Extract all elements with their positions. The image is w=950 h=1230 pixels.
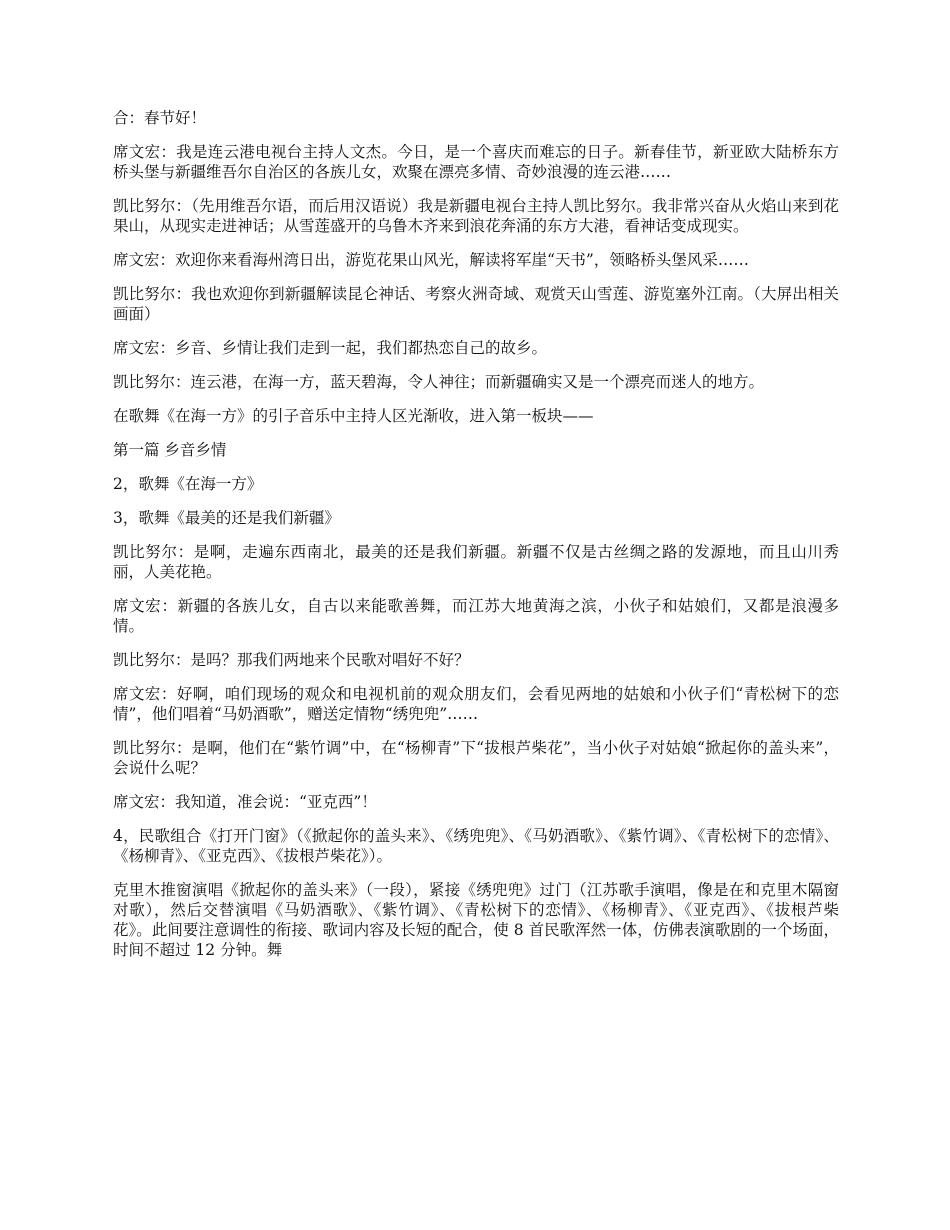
paragraph-xi-audience: 席文宏：好啊，咱们现场的观众和电视机前的观众朋友们，会看见两地的姑娘和小伙子们“青松树下的恋情”，他们唱着“马奶酒歌”，赠送定情物“绣兜兜”…… [113,685,839,723]
paragraph-kai-duet: 凯比努尔：是吗？那我们两地来个民歌对唱好不好？ [113,651,470,669]
paragraph-xi-welcome: 席文宏：欢迎你来看海州湾日出，游览花果山风光，解读将军崖“天书”，领略桥头堡风采…… [113,251,749,269]
paragraph-xi-hometown: 席文宏：乡音、乡情让我们走到一起，我们都热恋自己的故乡。 [113,339,548,357]
paragraph-greeting: 合：春节好！ [113,109,207,127]
program-item-2: 2，歌舞《在海一方》 [113,475,263,493]
document-page [113,108,839,974]
paragraph-xi-singing: 席文宏：新疆的各族儿女，自古以来能歌善舞，而江苏大地黄海之滨，小伙子和姑娘们，又都是浪漫多情。 [113,597,839,635]
paragraph-kai-question: 凯比努尔：是啊，他们在“紫竹调”中，在“杨柳青”下“拔根芦柴花”，当小伙子对姑娘“掀起你的盖头来”，会说什么呢？ [113,739,839,777]
paragraph-kai-welcome: 凯比努尔：我也欢迎你到新疆解读昆仑神话、考察火洲奇域、观赏天山雪莲、游览塞外江南。（大屏出相关画面） [113,285,839,323]
program-item-4: 4，民歌组合《打开门窗》（《掀起你的盖头来》、《绣兜兜》、《马奶酒歌》、《紫竹调》、《青松树下的恋情》、《杨柳青》、《亚克西》、《拔根芦柴花》）。 [113,827,839,865]
section-heading: 第一篇 乡音乡情 [113,441,227,459]
paragraph-transition: 在歌舞《在海一方》的引子音乐中主持人区光渐收，进入第一板块—— [113,407,594,425]
paragraph-xi-answer: 席文宏：我知道，准会说：“亚克西”！ [113,793,377,811]
paragraph-xi-intro: 席文宏：我是连云港电视台主持人文杰。今日，是一个喜庆而难忘的日子。新春佳节，新亚欧大陆桥东方桥头堡与新疆维吾尔自治区的各族儿女，欢聚在漂亮多情、奇妙浪漫的连云港…… [113,143,839,181]
paragraph-kai-intro: 凯比努尔：（先用维吾尔语，而后用汉语说）我是新疆电视台主持人凯比努尔。我非常兴奋从火焰山来到花果山，从现实走进神话；从雪莲盛开的乌鲁木齐来到浪花奔涌的东方大港，看神话变成现实。 [113,197,839,235]
paragraph-performance-notes: 克里木推窗演唱《掀起你的盖头来》（一段），紧接《绣兜兜》过门（江苏歌手演唱，像是在和克里木隔窗对歌），然后交替演唱《马奶酒歌》、《紫竹调》、《青松树下的恋情》、《杨柳青》、《亚克西》、《拔根芦柴花》。此间要注意调性的衔接、歌词内容及长短的配合，使 8 首民歌浑然一体，仿佛表演歌剧的一个场面，时间不超过 12 分钟。舞 [113,881,839,959]
program-item-3: 3，歌舞《最美的还是我们新疆》 [113,509,340,527]
paragraph-kai-lianyungang: 凯比努尔：连云港，在海一方，蓝天碧海，令人神往；而新疆确实又是一个漂亮而迷人的地方。 [113,373,765,391]
paragraph-kai-xinjiang: 凯比努尔：是啊，走遍东西南北，最美的还是我们新疆。新疆不仅是古丝绸之路的发源地，而且山川秀丽，人美花艳。 [113,543,839,581]
